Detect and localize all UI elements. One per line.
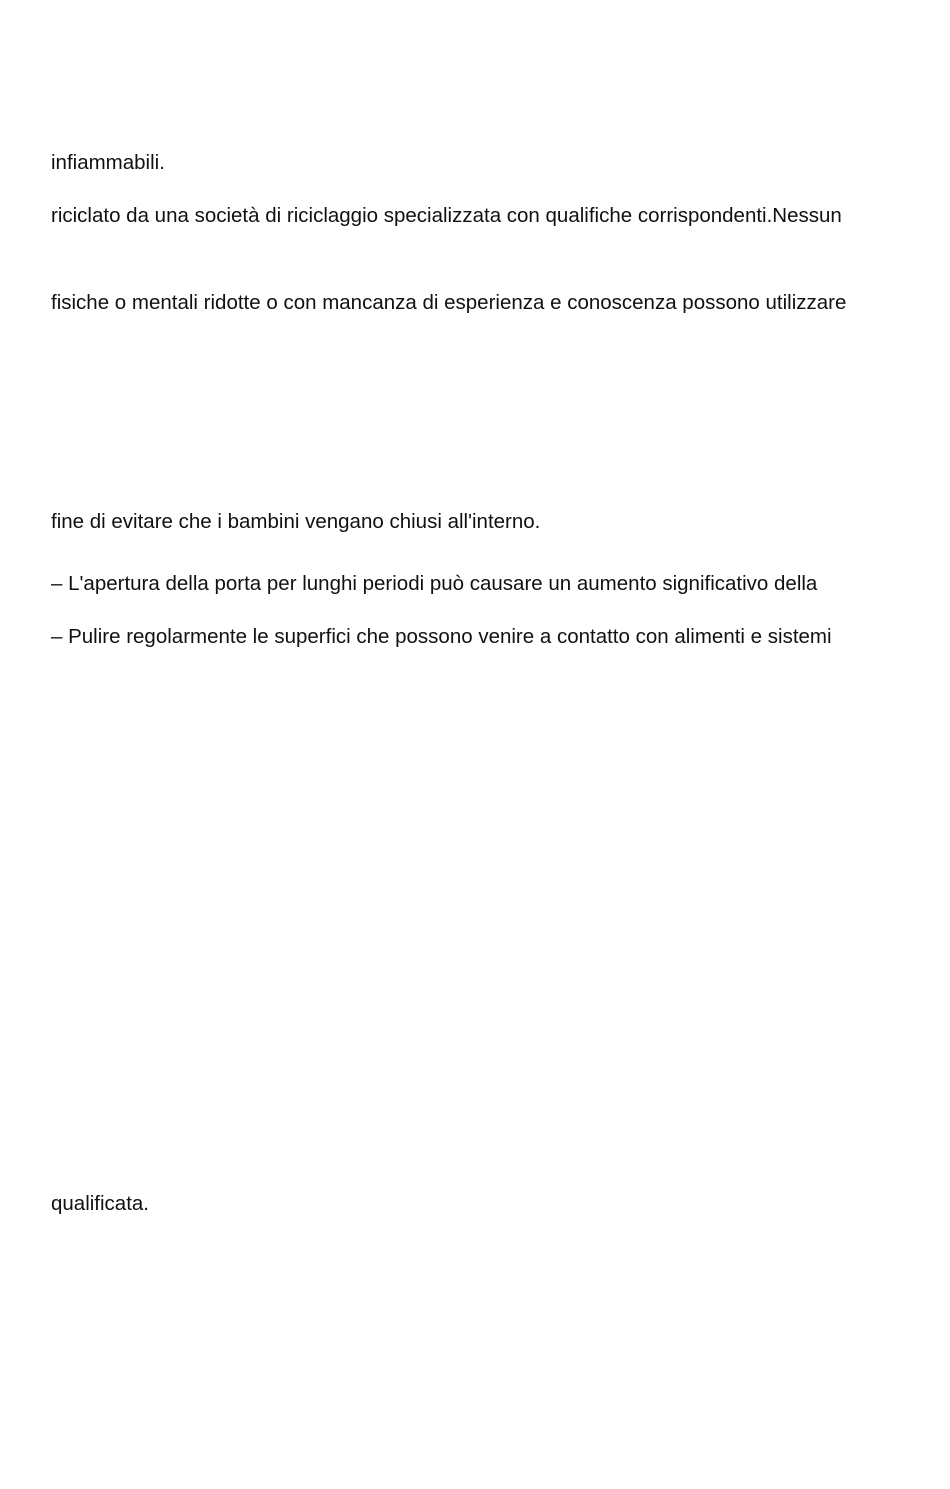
text-line: qualificata. <box>51 1192 150 1215</box>
text-line: – L'apertura della porta per lunghi periodi può causare un aumento significativo della <box>51 572 818 595</box>
text-line: fisiche o mentali ridotte o con mancanza di esperienza e conoscenza possono utilizzare <box>51 291 847 314</box>
text-line: fine di evitare che i bambini vengano chiusi all'interno. <box>51 510 541 533</box>
text-line: infiammabili. <box>51 151 165 174</box>
text-line: – Pulire regolarmente le superfici che possono venire a contatto con alimenti e sistemi <box>51 625 832 648</box>
text-line: riciclato da una società di riciclaggio specializzata con qualifiche corrispondenti.Nessun <box>51 204 842 227</box>
